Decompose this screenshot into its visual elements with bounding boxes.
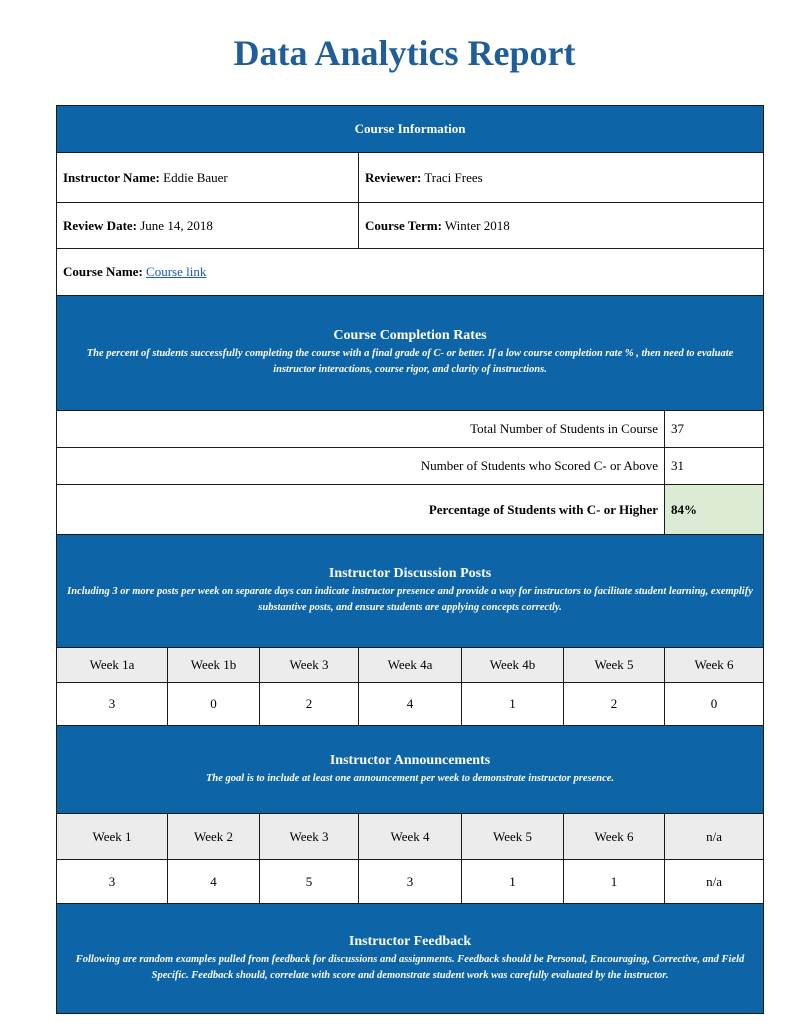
announcement-week-header: Week 4 [359,814,462,860]
announcement-week-value: 3 [57,860,168,904]
completion-row-label: Total Number of Students in Course [57,411,665,448]
discussion-week-value: 2 [260,683,359,726]
course-term-value: Winter 2018 [441,217,510,233]
review-date-cell [57,203,359,249]
course-name-label: Course Name: [63,264,143,279]
review-date-label: Review Date: [63,217,137,233]
course-term-cell [359,203,764,249]
announcement-week-header: Week 2 [168,814,260,860]
announcement-week-header: n/a [665,814,764,860]
review-date-value: June 14, 2018 [137,217,213,233]
announcement-week-header: Week 1 [57,814,168,860]
completion-description: The percent of students successfully completing the course with a final grade of C- or better. If a low course completion rate % , then need to evaluate instructor interactions, course rigor, and clarity of instructions. [86,348,734,375]
discussion-week-header: Week 4a [359,648,462,683]
announcement-week-value: 3 [359,860,462,904]
discussion-week-value: 0 [665,683,764,726]
discussion-week-header: Week 1b [168,648,260,683]
course-link[interactable]: Course link [146,264,207,279]
announcement-week-header: Week 5 [462,814,564,860]
announcement-week-value: 4 [168,860,260,904]
discussion-week-header: Week 3 [260,648,359,683]
announcement-week-value: 1 [462,860,564,904]
feedback-description: Following are random examples pulled from feedback for discussions and assignments. Feedback should be Personal, Encouraging, Corrective, and Field Specific. Feedback should, correlate with score and demonstrate student work was carefully evaluated by the instructor. [75,953,745,981]
completion-title: Course Completion Rates [333,328,487,343]
discussion-description: Including 3 or more posts per week on separate days can indicate instructor presence and provide a way for instructors to facilitate student learning, exemplify substantive posts, and ensure students are applying concepts correctly. [67,586,753,613]
reviewer-label: Reviewer: [365,169,422,185]
course-term-label: Course Term: [365,217,442,233]
report-table [56,105,764,1014]
announcement-week-value: 5 [260,860,359,904]
completion-row-value: 37 [665,411,764,448]
completion-row-label: Number of Students who Scored C- or Above [57,448,665,485]
announcement-week-header: Week 6 [564,814,665,860]
reviewer-cell [359,153,764,203]
reviewer-value: Traci Frees [421,169,483,185]
feedback-band [57,904,764,1014]
course-info-header: Course Information [57,106,764,153]
page-title: Data Analytics Report [233,33,576,73]
discussion-week-header: Week 6 [665,648,764,683]
announcements-description: The goal is to include at least one announcement per week to demonstrate instructor presence. [206,772,615,784]
discussion-week-value: 2 [564,683,665,726]
discussion-band [57,535,764,648]
instructor-name-cell [57,153,359,203]
completion-row-value: 31 [665,448,764,485]
discussion-week-value: 3 [57,683,168,726]
announcement-week-value: 1 [564,860,665,904]
instructor-name-label: Instructor Name: [63,169,160,185]
discussion-week-header: Week 4b [462,648,564,683]
discussion-week-value: 1 [462,683,564,726]
completion-percentage-value: 84% [665,485,764,535]
discussion-week-value: 4 [359,683,462,726]
completion-band [57,296,764,411]
feedback-title: Instructor Feedback [348,933,472,949]
announcement-week-value: n/a [665,860,764,904]
discussion-week-header: Week 5 [564,648,665,683]
announcements-band [57,726,764,814]
discussion-week-value: 0 [168,683,260,726]
discussion-week-header: Week 1a [57,648,168,683]
announcement-week-header: Week 3 [260,814,359,860]
discussion-title: Instructor Discussion Posts [328,566,492,581]
course-name-cell [57,249,764,296]
announcements-title: Instructor Announcements [329,752,491,768]
completion-percentage-label: Percentage of Students with C- or Higher [57,485,665,535]
instructor-name-value: Eddie Bauer [159,169,228,185]
